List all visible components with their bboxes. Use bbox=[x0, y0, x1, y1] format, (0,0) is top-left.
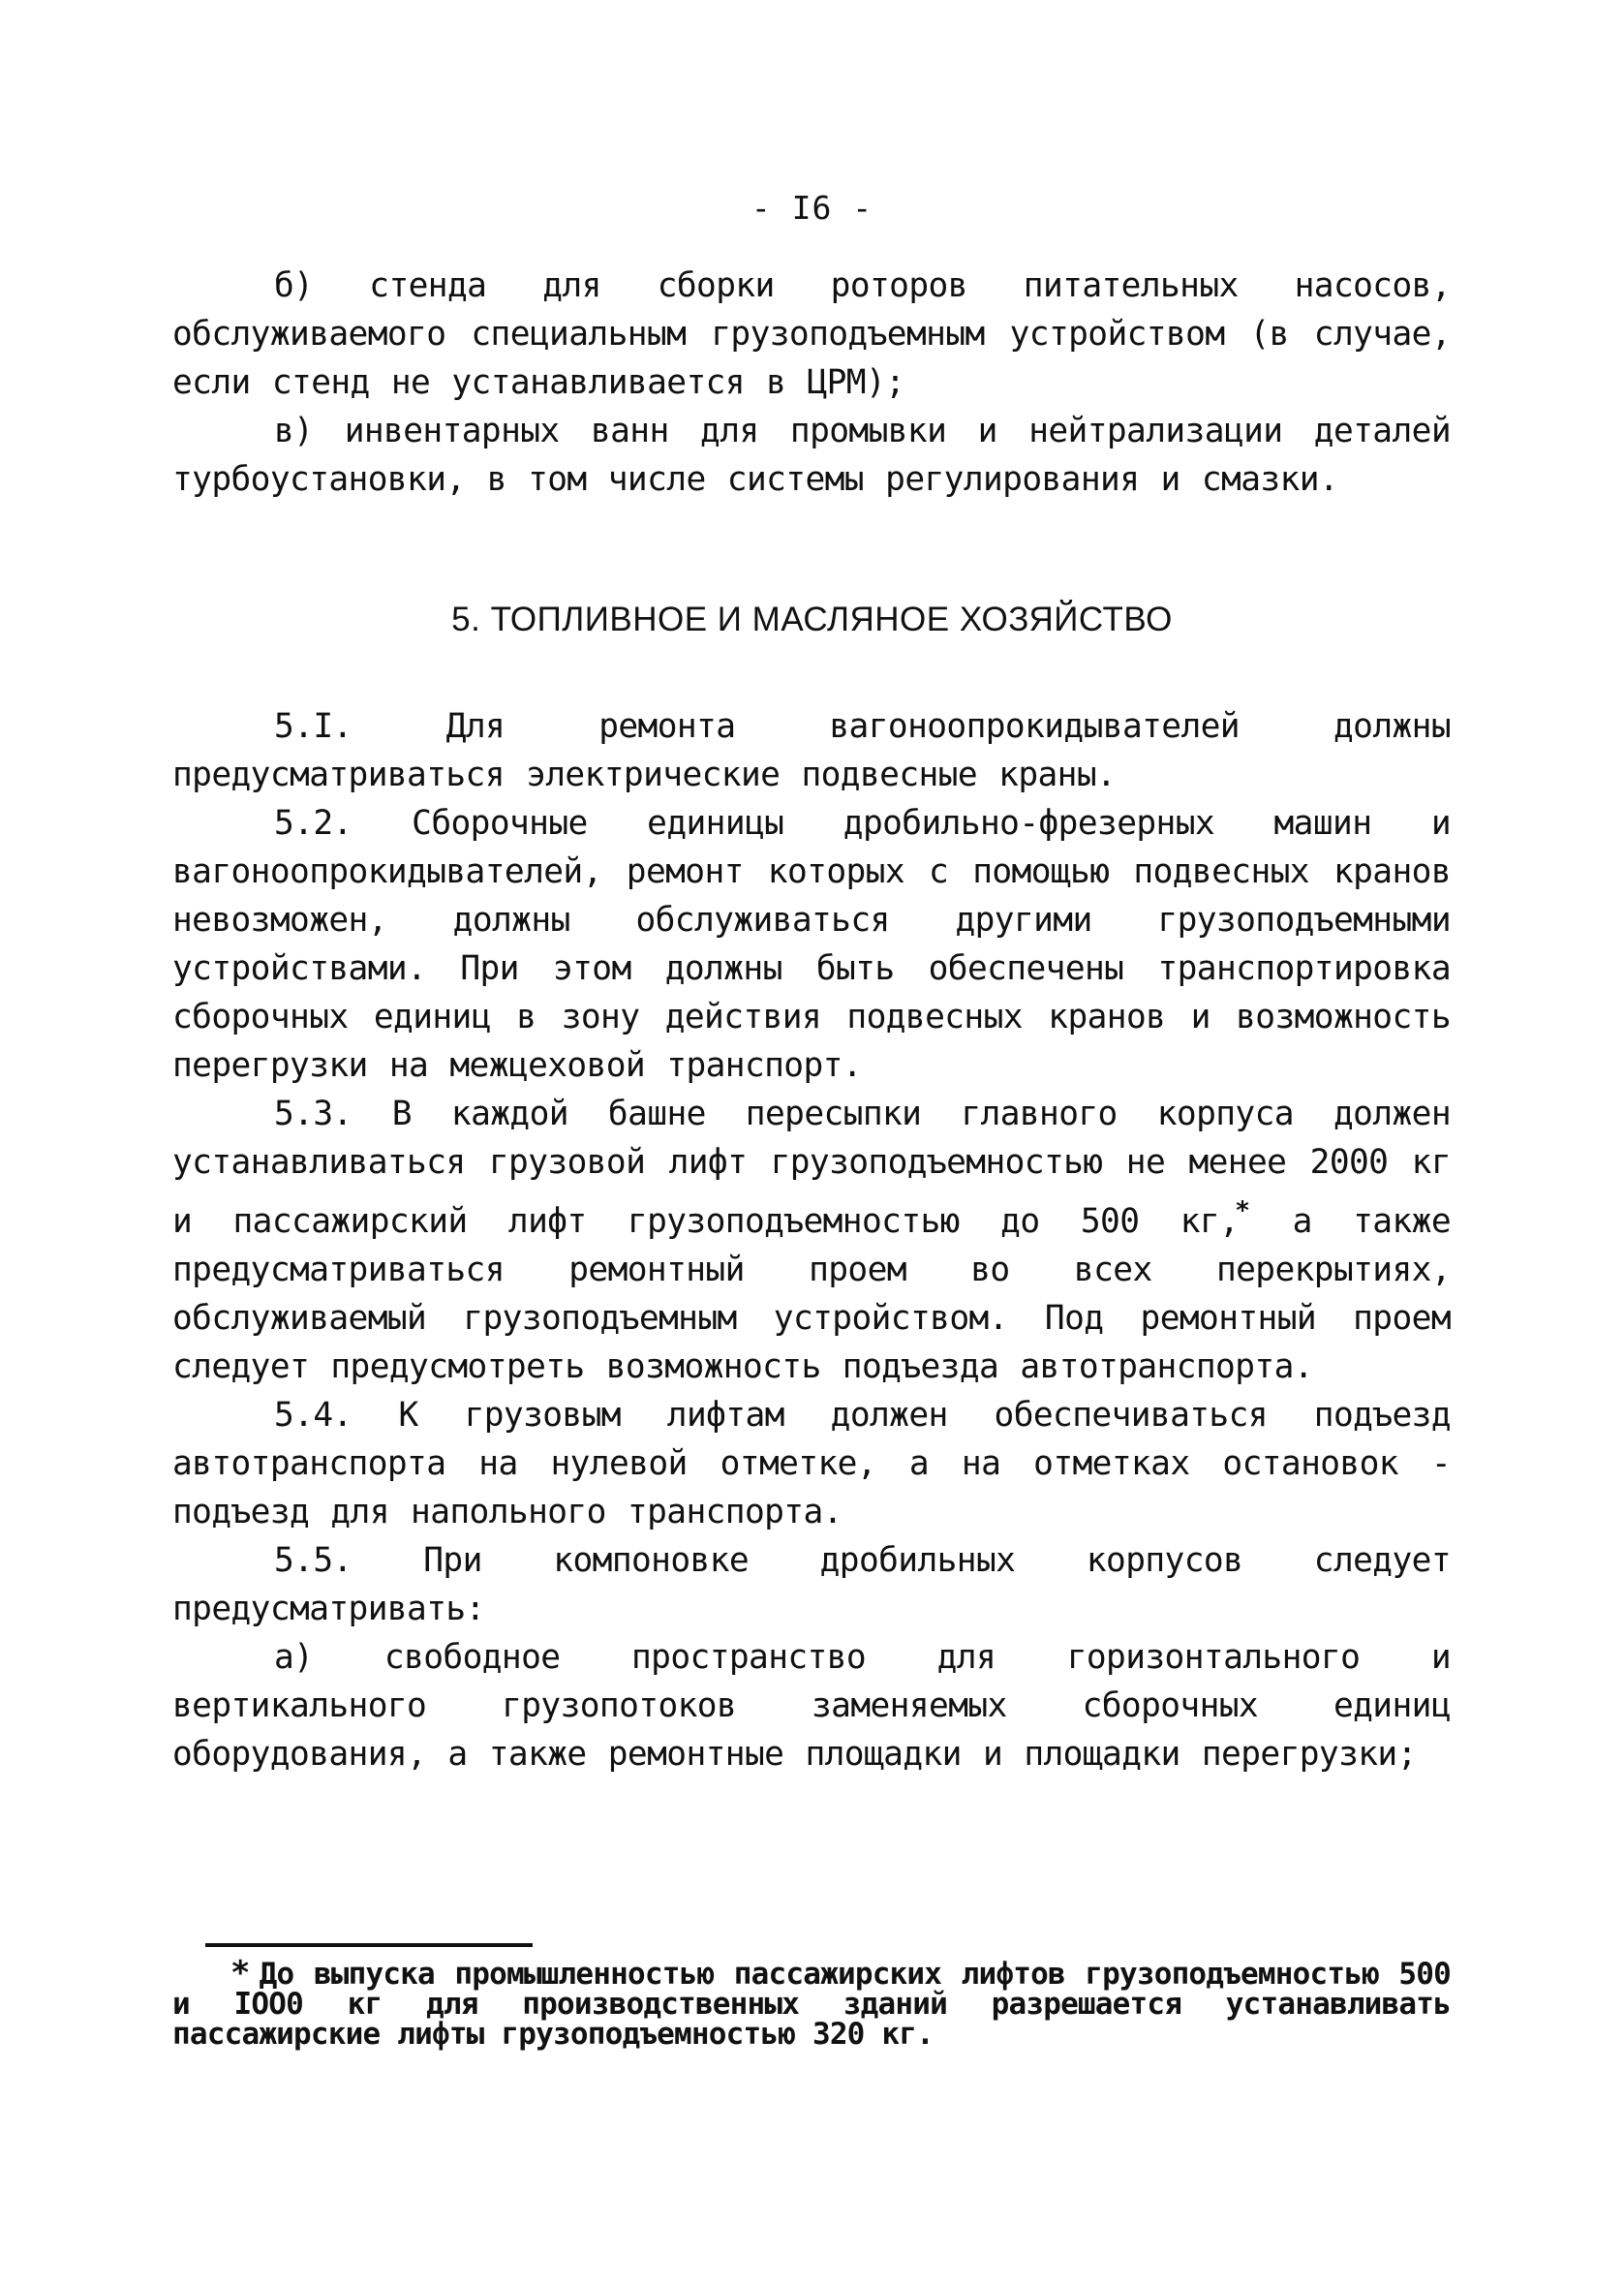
page-number: - I6 - bbox=[751, 189, 873, 227]
paragraph-5-5: 5.5. При компоновке дробильных корпусов следует предусматривать: bbox=[172, 1541, 1451, 1628]
paragraph-5-3-part-2: а также предусматриваться ремонтный проем во всех перекрытиях, обслуживаемый грузоподъемным устройством. Под ремонтный проем следует предусмотреть возможность подъезда автотранспорта. bbox=[172, 1202, 1451, 1386]
section-body bbox=[172, 702, 1451, 1778]
footnote-paragraph bbox=[172, 1954, 1451, 2052]
list-item-a: а) свободное пространство для горизонтального и вертикального грузопотоков заменяемых сборочных единиц оборудования, а также ремонтные площадки и площадки перегрузки; bbox=[172, 1638, 1451, 1774]
section-title: 5. ТОПЛИВНОЕ И МАСЛЯНОЕ ХОЗЯЙСТВО bbox=[451, 601, 1173, 638]
footnote-reference-mark: * bbox=[1235, 1196, 1250, 1225]
list-item-v: в) инвентарных ванн для промывки и нейтрализации деталей турбоустановки, в том числе системы регулирования и смазки. bbox=[172, 412, 1451, 499]
list-item-b: б) стенда для сборки роторов питательных насосов, обслуживаемого специальным грузоподъемным устройством (в случае, если стенд не устанавливается в ЦРМ); bbox=[172, 266, 1451, 402]
paragraph-5-3 bbox=[172, 1090, 1451, 1391]
paragraph-5-1: 5.I. Для ремонта вагоноопрокидывателей должны предусматриваться электрические подвесные краны. bbox=[172, 707, 1451, 794]
footnote bbox=[172, 1954, 1451, 2052]
intro-list bbox=[172, 262, 1451, 504]
paragraph-5-4: 5.4. К грузовым лифтам должен обеспечиваться подъезд автотранспорта на нулевой отметке, а на отметках остановок - подъезд для напольного транспорта. bbox=[172, 1396, 1451, 1531]
paragraph-5-3-part-1: 5.3. В каждой башне пересыпки главного корпуса должен устанавливаться грузовой лифт грузоподъемностью не менее 2000 кг и пассажирский лифт грузоподъемностью до 500 кг, bbox=[172, 1095, 1451, 1241]
footnote-divider bbox=[205, 1943, 533, 1947]
footnote-text: До выпуска промышленностью пассажирских лифтов грузоподъемностью 500 и IОО0 кг для производственных зданий разрешается устанавливать пассажирские лифты грузоподъемностью 320 кг. bbox=[172, 1957, 1451, 2052]
paragraph-5-2: 5.2. Сборочные единицы дробильно-фрезерных машин и вагоноопрокидывателей, ремонт которых с помощью подвесных кранов невозможен, должны обслуживаться другими грузоподъемными устройствами. При этом должны быть обеспечены транспортировка сборочных единиц в зону действия подвесных кранов и возможность перегрузки на межцеховой транспорт. bbox=[172, 804, 1451, 1085]
footnote-asterisk-mark: * bbox=[230, 1954, 250, 1993]
